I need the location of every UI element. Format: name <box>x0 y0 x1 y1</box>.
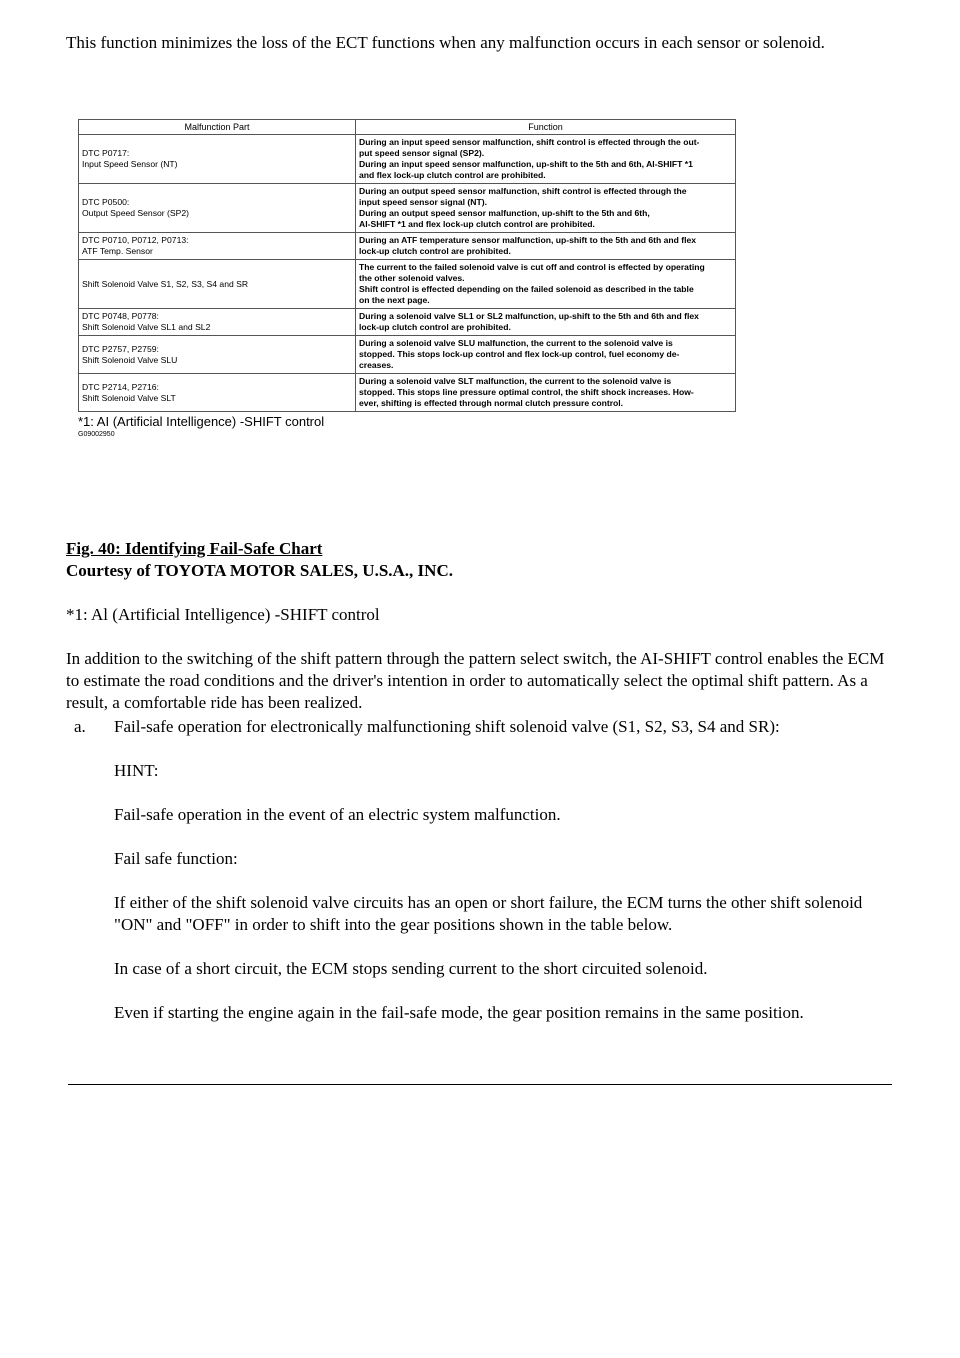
figure-id: G09002950 <box>78 431 115 438</box>
malfunction-part-cell <box>79 233 356 260</box>
fail-safe-text-1: If either of the shift solenoid valve circuits has an open or short failure, the ECM turns the other shift solenoid "ON" and "OFF" in order to shift into the gear positions shown in the table below. <box>114 893 863 934</box>
page-divider <box>68 1084 892 1085</box>
table-row <box>79 336 736 374</box>
function-line: AI-SHIFT *1 and flex lock-up clutch control are prohibited. <box>359 219 595 229</box>
figure-courtesy: Courtesy of TOYOTA MOTOR SALES, U.S.A., INC. <box>66 561 453 580</box>
malfunction-part-line: DTC P0717: <box>82 148 130 158</box>
function-cell <box>356 374 736 412</box>
list-item-label: a. <box>74 717 86 736</box>
fail-safe-chart-figure <box>78 119 736 438</box>
table-header-malfunction-part: Malfunction Part <box>79 120 356 135</box>
function-line: the other solenoid valves. <box>359 273 465 283</box>
function-cell <box>356 184 736 233</box>
function-cell <box>356 260 736 309</box>
fail-safe-text-3: Even if starting the engine again in the fail-safe mode, the gear position remains in the same position. <box>114 1003 804 1022</box>
list-item-title: Fail-safe operation for electronically malfunctioning shift solenoid valve (S1, S2, S3, S4 and SR): <box>114 717 780 736</box>
malfunction-part-cell <box>79 135 356 184</box>
table-row <box>79 184 736 233</box>
malfunction-part-line: DTC P0710, P0712, P0713: <box>82 235 189 245</box>
function-line: on the next page. <box>359 295 430 305</box>
malfunction-part-line: Shift Solenoid Valve SLT <box>82 392 176 403</box>
malfunction-part-line: DTC P2757, P2759: <box>82 343 159 354</box>
malfunction-part-cell <box>79 260 356 309</box>
function-line: input speed sensor signal (NT). <box>359 197 487 207</box>
function-line: lock-up clutch control are prohibited. <box>359 246 511 256</box>
function-line: creases. <box>359 360 394 370</box>
function-cell <box>356 135 736 184</box>
table-header-row <box>79 120 736 135</box>
function-line: During an output speed sensor malfunction, shift control is effected through the <box>359 186 687 196</box>
table-row <box>79 260 736 309</box>
fail-safe-text-2: In case of a short circuit, the ECM stops sending current to the short circuited solenoid. <box>114 959 708 978</box>
footnote-text: *1: Al (Artificial Intelligence) -SHIFT control <box>66 605 380 624</box>
malfunction-part-cell <box>79 184 356 233</box>
function-line: During a solenoid valve SL1 or SL2 malfunction, up-shift to the 5th and 6th and flex <box>359 311 699 321</box>
fail-safe-function-label: Fail safe function: <box>114 849 238 868</box>
malfunction-part-cell <box>79 374 356 412</box>
hint-text: Fail-safe operation in the event of an electric system malfunction. <box>114 805 561 824</box>
hint-label: HINT: <box>114 761 159 780</box>
malfunction-part-line: Shift Solenoid Valve SLU <box>82 354 178 365</box>
function-line: and flex lock-up clutch control are prohibited. <box>359 170 546 180</box>
malfunction-part-line: DTC P2714, P2716: <box>82 381 159 392</box>
function-cell <box>356 309 736 336</box>
function-line: During a solenoid valve SLU malfunction, the current to the solenoid valve is <box>359 338 673 348</box>
malfunction-part-line: Output Speed Sensor (SP2) <box>82 208 190 218</box>
malfunction-part-cell <box>79 309 356 336</box>
function-line: During an input speed sensor malfunction, up-shift to the 5th and 6th, AI-SHIFT *1 <box>359 159 693 169</box>
malfunction-part-line: ATF Temp. Sensor <box>82 246 153 256</box>
malfunction-part-cell <box>79 336 356 374</box>
ai-shift-paragraph: In addition to the switching of the shift pattern through the pattern select switch, the AI-SHIFT control enables the ECM to estimate the road conditions and the driver's intention in order to automatically select the optimal shift pattern. As a result, a comfortable ride has been realized. <box>66 649 885 712</box>
function-line: The current to the failed solenoid valve is cut off and control is effected by operating <box>359 262 705 272</box>
intro-paragraph: This function minimizes the loss of the ECT functions when any malfunction occurs in each sensor or solenoid. <box>66 33 825 52</box>
malfunction-part-line: Shift Solenoid Valve SL1 and SL2 <box>82 322 211 332</box>
function-line: Shift control is effected depending on the failed solenoid as described in the table <box>359 284 694 294</box>
function-cell <box>356 233 736 260</box>
malfunction-part-line: DTC P0748, P0778: <box>82 311 159 321</box>
function-line: stopped. This stops line pressure optimal control, the shift shock increases. How- <box>359 387 694 397</box>
table-row <box>79 309 736 336</box>
table-body <box>79 135 736 412</box>
function-line: During a solenoid valve SLT malfunction, the current to the solenoid valve is <box>359 376 672 386</box>
table-row <box>79 233 736 260</box>
function-line: During an input speed sensor malfunction, shift control is effected through the out- <box>359 137 700 147</box>
figure-footnote: *1: AI (Artificial Intelligence) -SHIFT control <box>78 414 325 429</box>
function-line: During an ATF temperature sensor malfunction, up-shift to the 5th and 6th and flex <box>359 235 697 245</box>
malfunction-part-line: DTC P0500: <box>82 197 130 207</box>
function-line: stopped. This stops lock-up control and flex lock-up control, fuel economy de- <box>359 349 680 359</box>
table-row <box>79 135 736 184</box>
function-line: put speed sensor signal (SP2). <box>359 148 485 158</box>
function-line: lock-up clutch control are prohibited. <box>359 322 511 332</box>
table-header-function: Function <box>356 120 736 135</box>
fail-safe-table <box>78 119 736 412</box>
function-cell <box>356 336 736 374</box>
malfunction-part-line: Input Speed Sensor (NT) <box>82 159 178 169</box>
figure-title-link[interactable]: Fig. 40: Identifying Fail-Safe Chart <box>66 539 323 558</box>
figure-caption <box>66 538 453 582</box>
function-line: During an output speed sensor malfunction, up-shift to the 5th and 6th, <box>359 208 650 218</box>
table-row <box>79 374 736 412</box>
function-line: ever, shifting is effected through normal clutch pressure control. <box>359 398 624 408</box>
malfunction-part-line: Shift Solenoid Valve S1, S2, S3, S4 and SR <box>82 278 249 289</box>
